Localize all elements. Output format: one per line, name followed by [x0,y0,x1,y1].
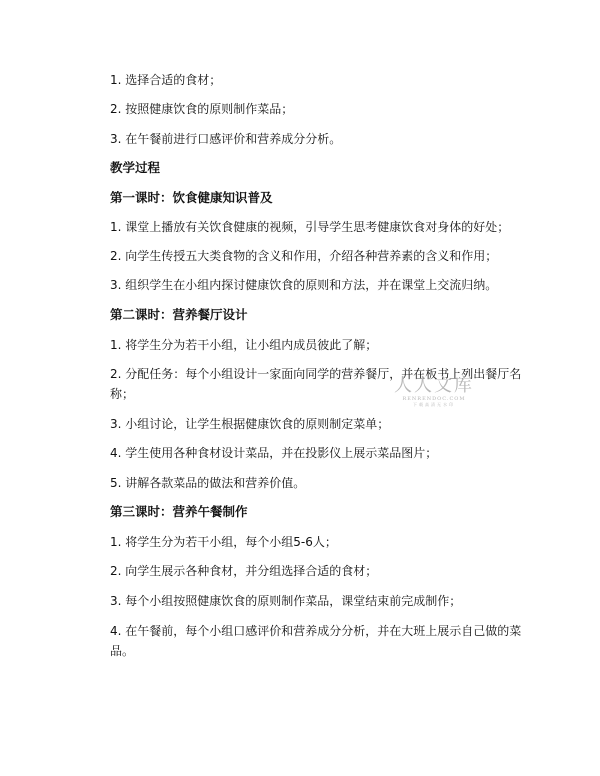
lesson3-item-1: 1. 将学生分为若干小组，每个小组5-6人； [110,535,337,549]
goal-item-1: 1. 选择合适的食材； [110,73,222,87]
watermark-logo [394,376,474,407]
lesson2-item-5: 5. 讲解各款菜品的做法和营养价值。 [110,476,306,490]
lesson2-item-2: 2. 分配任务：每个小组设计一家面向同学的营养餐厅，并在板书上列出餐厅名称； [110,367,522,401]
watermark-sub-text: 下载高清无水印 [413,402,455,407]
lesson2-item-4: 4. 学生使用各种食材设计菜品，并在投影仪上展示菜品图片； [110,446,438,460]
lesson1-item-3: 3. 组织学生在小组内探讨健康饮食的原则和方法，并在课堂上交流归纳。 [110,278,498,292]
goal-item-3: 3. 在午餐前进行口感评价和营养成分分析。 [110,132,342,146]
lesson1-item-2: 2. 向学生传授五大类食物的含义和作用，介绍各种营养素的含义和作用； [110,249,498,263]
lesson2-item-3: 3. 小组讨论，让学生根据健康饮食的原则制定菜单； [110,417,390,431]
lesson3-item-3: 3. 每个小组按照健康饮食的原则制作菜品，课堂结束前完成制作； [110,594,462,608]
lesson-heading-2: 第二课时：营养餐厅设计 [110,307,248,322]
watermark-url-text: RENRENDOC.COM [402,396,466,402]
lesson1-item-1: 1. 课堂上播放有关饮食健康的视频，引导学生思考健康饮食对身体的好处； [110,220,510,234]
watermark-main-text: 人人文库 [394,375,474,396]
lesson-heading-3: 第三课时：营养午餐制作 [110,504,248,519]
goal-item-2: 2. 按照健康饮食的原则制作菜品； [110,102,294,116]
lesson3-item-2: 2. 向学生展示各种食材，并分组选择合适的食材； [110,564,378,578]
lesson2-item-1: 1. 将学生分为若干小组，让小组内成员彼此了解； [110,338,378,352]
lesson3-item-4: 4. 在午餐前，每个小组口感评价和营养成分分析，并在大班上展示自己做的菜品。 [110,624,522,658]
section-heading-teaching-process: 教学过程 [110,160,161,175]
lesson-heading-1: 第一课时：饮食健康知识普及 [110,190,273,205]
